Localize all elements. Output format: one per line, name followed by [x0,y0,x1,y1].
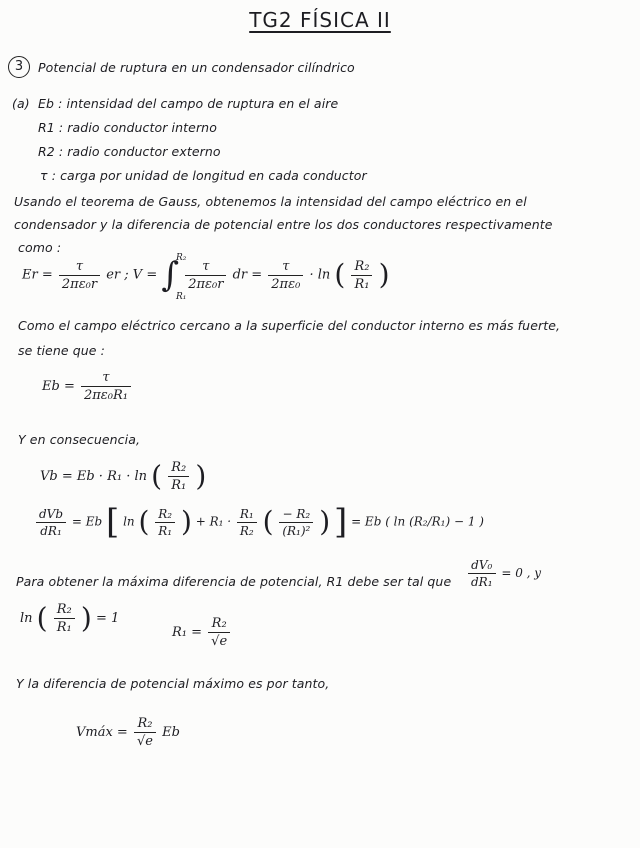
definition-eb: Eb : intensidad del campo de ruptura en el aire [38,96,339,111]
derivative-ln-den: R₁ [158,523,173,538]
derivative-plus-r1: + R₁ · [195,514,232,529]
derivative-paren2-open: ( [262,505,274,538]
vb-fraction [168,460,189,493]
derivative-paren-open: ( [138,505,150,538]
equation-vmax [76,716,180,749]
condition-derivative [466,558,541,589]
ln-eq-den: R₁ [56,620,72,635]
ln-eq-fraction [54,602,75,635]
ln-eq-num: R₂ [54,602,75,619]
page-title: TG2 FÍSICA II [249,8,391,32]
vmax-num: R₂ [134,716,156,733]
vb-paren-close: ) [195,459,207,493]
fraction-eb [81,370,131,403]
integral-lower-limit: R₁ [176,292,187,302]
derivative-eq-eb: = Eb [71,514,103,529]
denominator-r1: R₁ [354,276,370,292]
derivative-ln: ln [123,514,135,529]
derivative-result: = Eb ( ln (R₂/R₁) − 1 ) [351,514,484,529]
vb-numerator: R₂ [168,460,189,477]
vmax-eb: Eb [162,725,180,740]
derivative-r1-squared: (R₁)² [282,523,311,538]
definition-r2: R2 : radio conductor externo [38,144,221,159]
derivative-paren-close: ) [180,505,192,538]
paragraph-gauss-line1: Usando el teorema de Gauss, obtenemos la intensidad del campo eléctrico en el [14,194,527,209]
fraction-tau-over-2pieps0r [59,259,100,292]
ln-operator: · ln [309,267,331,283]
derivative-r2-den: R₂ [239,523,254,538]
fraction-integrand [185,259,226,292]
integrand-numerator: τ [185,259,226,276]
vb-denominator: R₁ [171,478,187,493]
derivative-r1-over-r2 [237,507,257,538]
vb-lhs: Vb = Eb · R₁ · ln [40,469,148,484]
fraction-r2-over-r1 [351,259,372,292]
optimal-r1-den: √e [211,634,228,649]
denominator-2pieps0r: 2πε₀r [61,276,98,292]
ln-eq-paren-open: ( [36,601,48,635]
equation-breakdown-field [42,370,133,403]
derivative-paren2-close: ) [319,505,331,538]
equation-breakdown-potential [40,460,206,493]
ln-eq-ln: ln [20,611,33,626]
derivative-denominator: dR₁ [40,523,62,538]
differential-dr: dr = [232,267,263,283]
derivative-numerator: dVb [36,507,66,523]
part-label: (a) [12,96,30,111]
er-lhs: Er = [22,267,53,283]
vmax-den: √e [136,734,153,749]
derivative-ln-fraction [155,507,175,538]
ln-eq-one: = 1 [95,611,120,626]
paragraph-gauss-line3: como : [18,240,62,255]
bracket-open: [ [106,502,120,542]
fraction-tau-over-2pieps0 [268,259,303,292]
eb-lhs: Eb = [42,379,75,394]
paren-close: ) [378,258,390,291]
paren-open: ( [334,258,346,291]
vb-paren-open: ( [151,459,163,493]
numerator-tau: τ [59,259,100,276]
problem-number-badge: 3 [8,56,30,78]
er-unit-vector: er ; [106,267,129,283]
derivative-minus-fraction [279,507,313,538]
condition-denominator: dR₁ [471,575,493,589]
paragraph-gauss-line2: condensador y la diferencia de potencial entre los dos conductores respectivamente [14,217,553,232]
paragraph-max-potential: Y la diferencia de potencial máximo es por tanto, [16,676,330,691]
equation-derivative [34,502,484,542]
condition-numerator: dV₀ [468,558,496,574]
equation-ln-equals-one [20,602,119,635]
derivative-ln-num: R₂ [155,507,175,523]
paragraph-consequence: Y en consecuencia, [18,432,141,447]
derivative-r1-num: R₁ [237,507,257,523]
eb-numerator: τ [81,370,131,387]
fraction-dvb-dr1 [36,507,66,538]
vmax-lhs: Vmáx = [76,725,128,740]
optimal-r1-lhs: R₁ = [172,625,203,640]
v-lhs: V = [132,267,158,283]
integral-sign: ∫ [161,255,180,295]
integrand-denominator: 2πε₀r [188,276,224,292]
definition-r1: R1 : radio conductor interno [38,120,217,135]
ln-eq-paren-close: ) [80,601,92,635]
numerator-r2: R₂ [351,259,372,276]
vmax-fraction [134,716,156,749]
paragraph-stronger-field-line1: Como el campo eléctrico cercano a la superficie del conductor interno es más fuerte, [18,318,561,333]
definition-tau: τ : carga por unidad de longitud en cada conductor [40,168,367,183]
eb-denominator: 2πε₀R₁ [83,388,128,403]
numerator-tau-2: τ [268,259,303,276]
derivative-minus-r2: − R₂ [279,507,313,523]
condition-fraction [468,558,496,589]
paragraph-stronger-field-line2: se tiene que : [18,343,105,358]
denominator-2pieps0: 2πε₀ [271,276,301,292]
integral-upper-limit: R₂ [176,253,187,263]
equation-field-and-potential [22,255,390,295]
optimal-r1-fraction [208,616,230,649]
condition-equals-zero: = 0 , y [501,566,542,580]
problem-heading: Potencial de ruptura en un condensador cilíndrico [38,60,355,75]
bracket-close: ] [333,502,348,542]
paragraph-max-condition: Para obtener la máxima diferencia de potencial, R1 debe ser tal que [16,574,452,589]
equation-optimal-r1 [172,616,232,649]
optimal-r1-num: R₂ [208,616,230,633]
